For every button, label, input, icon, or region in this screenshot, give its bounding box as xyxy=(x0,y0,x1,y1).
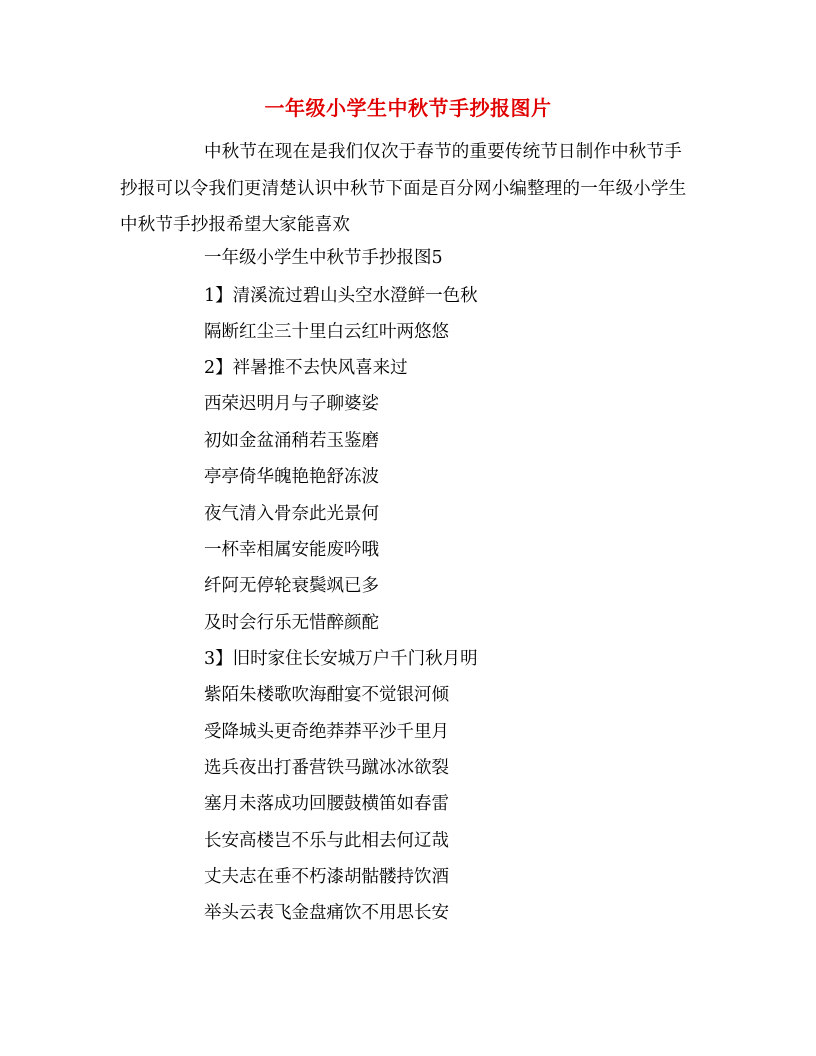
poem-line: 夜气清入骨奈此光景何 xyxy=(204,504,379,524)
poem-line: 塞月未落成功回腰鼓横笛如春雷 xyxy=(204,794,449,814)
poem-line: 紫陌朱楼歌吹海酣宴不觉银河倾 xyxy=(204,685,449,705)
poem-line: 丈夫志在垂不朽漆胡骷髅持饮酒 xyxy=(204,867,449,887)
poem-line: 隔断红尘三十里白云红叶两悠悠 xyxy=(204,322,449,342)
poem-line: 一杯幸相属安能废吟哦 xyxy=(204,540,379,560)
poem-line: 纤阿无停轮衰鬓飒已多 xyxy=(204,576,379,596)
poem-line: 1】清溪流过碧山头空水澄鲜一色秋 xyxy=(204,286,478,306)
poem-line: 初如金盆涌稍若玉鉴磨 xyxy=(204,431,379,451)
poem-line: 3】旧时家住长安城万户千门秋月明 xyxy=(204,649,478,669)
poem-line: 西荣迟明月与子聊婆娑 xyxy=(204,394,379,414)
poem-line: 选兵夜出打番营铁马蹴冰冰欲裂 xyxy=(204,758,449,778)
poem-line: 受降城头更奇绝莽莽平沙千里月 xyxy=(204,722,449,742)
poem-line: 亭亭倚华魄艳艳舒冻波 xyxy=(204,467,379,487)
poem-line: 及时会行乐无惜醉颜酡 xyxy=(204,613,379,633)
document-title: 一年级小学生中秋节手抄报图片 xyxy=(264,96,552,120)
poem-line: 2】袢暑推不去快风喜来过 xyxy=(204,358,408,378)
poem-line: 举头云表飞金盘痛饮不用思长安 xyxy=(204,903,449,923)
intro-paragraph: 中秋节在现在是我们仅次于春节的重要传统节日制作中秋节手抄报可以令我们更清楚认识中秋节下面是百分网小编整理的一年级小学生中秋节手抄报希望大家能喜欢 xyxy=(120,142,687,236)
section-heading: 一年级小学生中秋节手抄报图5 xyxy=(204,248,443,268)
poem-line: 长安高楼岂不乐与此相去何辽哉 xyxy=(204,831,449,851)
